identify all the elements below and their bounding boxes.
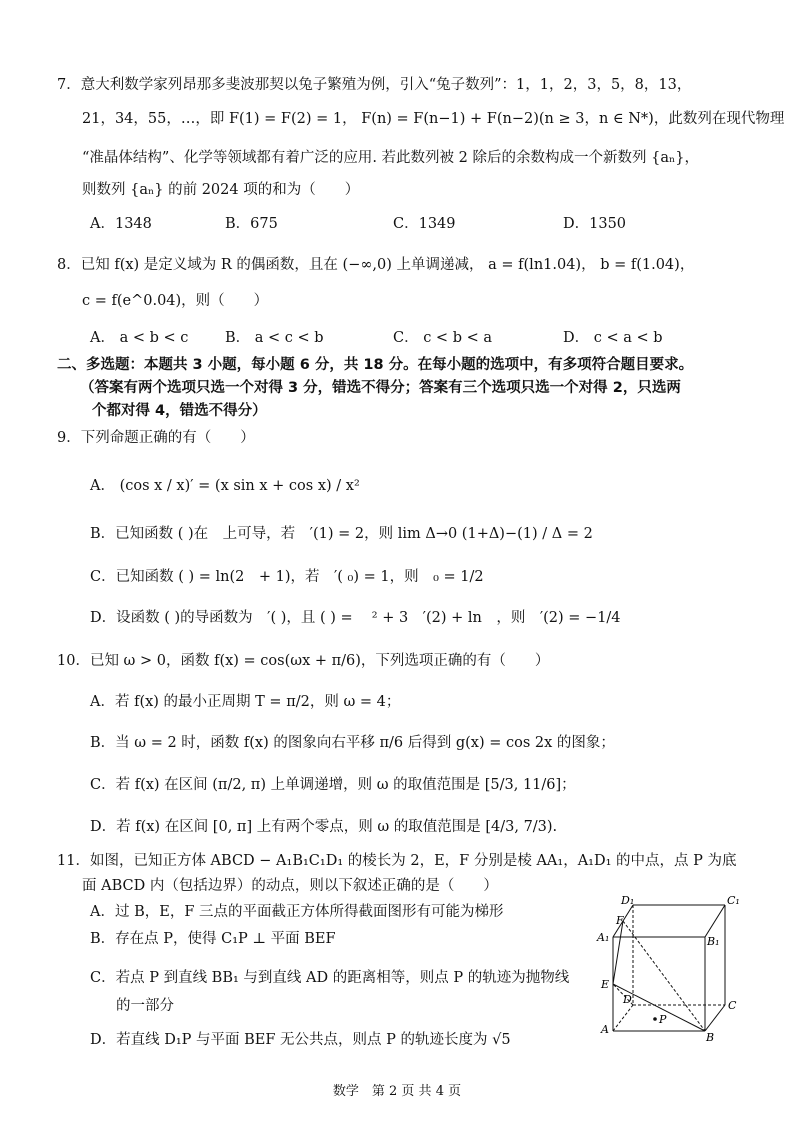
label-d1: D₁ — [621, 894, 635, 907]
q9-stem: 9．下列命题正确的有（ ） — [57, 430, 255, 446]
edge-b-c — [705, 1005, 725, 1031]
label-a: A — [601, 1023, 609, 1036]
label-c1: C₁ — [727, 894, 740, 907]
point-p — [653, 1017, 657, 1021]
label-b1: B₁ — [707, 935, 720, 948]
q10-option-c: C．若 f(x) 在区间 (π/2, π) 上单调递增，则 ω 的取值范围是 [5/3, 11/6]； — [90, 777, 576, 793]
q11-line-1: 11．如图，已知正方体 ABCD − A₁B₁C₁D₁ 的棱长为 2，E，F 分别是棱 AA₁，A₁D₁ 的中点，点 P 为底 — [57, 853, 737, 869]
q7-line-4: 则数列 {aₙ} 的前 2024 项的和为（ ） — [82, 182, 360, 198]
q7-line-1: 7．意大利数学家列昂那多斐波那契以兔子繁殖为例，引入“兔子数列”：1，1，2，3，5，8，13， — [57, 77, 692, 93]
label-b: B — [706, 1031, 715, 1043]
q11-option-d: D．若直线 D₁P 与平面 BEF 无公共点，则点 P 的轨迹长度为 √5 — [90, 1032, 511, 1048]
edge-b1-c1 — [705, 905, 725, 937]
q8-option-a: A． a < b < c — [90, 330, 189, 346]
q11-option-c-cont: 的一部分 — [116, 998, 174, 1014]
label-p: P — [659, 1013, 667, 1026]
q7-option-b: B．675 — [225, 216, 278, 232]
cube-figure — [595, 893, 745, 1043]
q11-option-a: A．过 B，E，F 三点的平面截正方体所得截面图形有可能为梯形 — [90, 904, 504, 920]
q9-option-b: B．已知函数 ( )在 上可导，若 ′(1) = 2，则 lim Δ→0 (1+Δ)−(1) / Δ = 2 — [90, 526, 593, 542]
q8-option-c: C． c < b < a — [393, 330, 492, 346]
q10-stem: 10．已知 ω > 0，函数 f(x) = cos(ωx + π/6)，下列选项正确的有（ ） — [57, 653, 550, 669]
q11-option-c: C．若点 P 到直线 BB₁ 与到直线 AD 的距离相等，则点 P 的轨迹为抛物线 — [90, 970, 570, 986]
label-e: E — [601, 978, 610, 991]
q7-option-a: A．1348 — [90, 216, 152, 232]
q7-option-d: D．1350 — [563, 216, 627, 232]
q11-option-b: B．存在点 P，使得 C₁P ⊥ 平面 BEF — [90, 931, 336, 947]
q8-line-2: c = f(e^0.04)，则（ ） — [82, 293, 269, 309]
q8-option-b: B． a < c < b — [225, 330, 324, 346]
q8-option-d: D． c < a < b — [563, 330, 663, 346]
q10-option-b: B．当 ω = 2 时，函数 f(x) 的图象向右平移 π/6 后得到 g(x) = cos 2x 的图象； — [90, 735, 615, 751]
q7-line-2: 21，34，55，…，即 F(1) = F(2) = 1， F(n) = F(n−1) + F(n−2)(n ≥ 3，n ∈ N*)，此数列在现代物理 — [82, 111, 785, 127]
q10-option-d: D．若 f(x) 在区间 [0, π] 上有两个零点，则 ω 的取值范围是 [4/3, 7/3). — [90, 819, 558, 835]
q9-option-d: D．设函数 ( )的导函数为 ′( )，且 ( ) = ² + 3 ′(2) + ln ，则 ′(2) = −1/4 — [90, 610, 621, 626]
section-2-note-1: （答案有两个选项只选一个对得 3 分，错选不得分；答案有三个选项只选一个对得 2，只选两 — [80, 380, 681, 396]
q10-option-a: A．若 f(x) 的最小正周期 T = π/2，则 ω = 4； — [90, 694, 401, 710]
q8-line-1: 8．已知 f(x) 是定义域为 R 的偶函数，且在 (−∞,0) 上单调递减， a = f(ln1.04)， b = f(1.04)， — [57, 257, 695, 273]
q7-option-c: C．1349 — [393, 216, 456, 232]
edge-a-d — [613, 1005, 633, 1031]
q9-option-a: A． (cos x / x)′ = (x sin x + cos x) / x² — [90, 478, 360, 494]
label-d: D — [623, 993, 632, 1006]
line-e-f — [613, 921, 623, 984]
label-a1: A₁ — [597, 931, 610, 944]
q7-line-3: “准晶体结构”、化学等领域都有着广泛的应用. 若此数列被 2 除后的余数构成一个新数列 {aₙ}， — [82, 150, 699, 166]
q9-option-c: C．已知函数 ( ) = ln(2 + 1)，若 ′( ₀) = 1，则 ₀ = 1/2 — [90, 569, 484, 585]
label-f: F — [616, 914, 624, 927]
label-c: C — [728, 999, 737, 1012]
q11-line-2: 面 ABCD 内（包括边界）的动点，则以下叙述正确的是（ ） — [82, 878, 498, 894]
page-footer: 数学 第 2 页 共 4 页 — [332, 1084, 462, 1099]
section-2-heading: 二、多选题：本题共 3 小题，每小题 6 分，共 18 分。在每小题的选项中，有多项符合题目要求。 — [57, 357, 694, 373]
section-2-note-2: 个都对得 4，错选不得分） — [92, 403, 267, 419]
